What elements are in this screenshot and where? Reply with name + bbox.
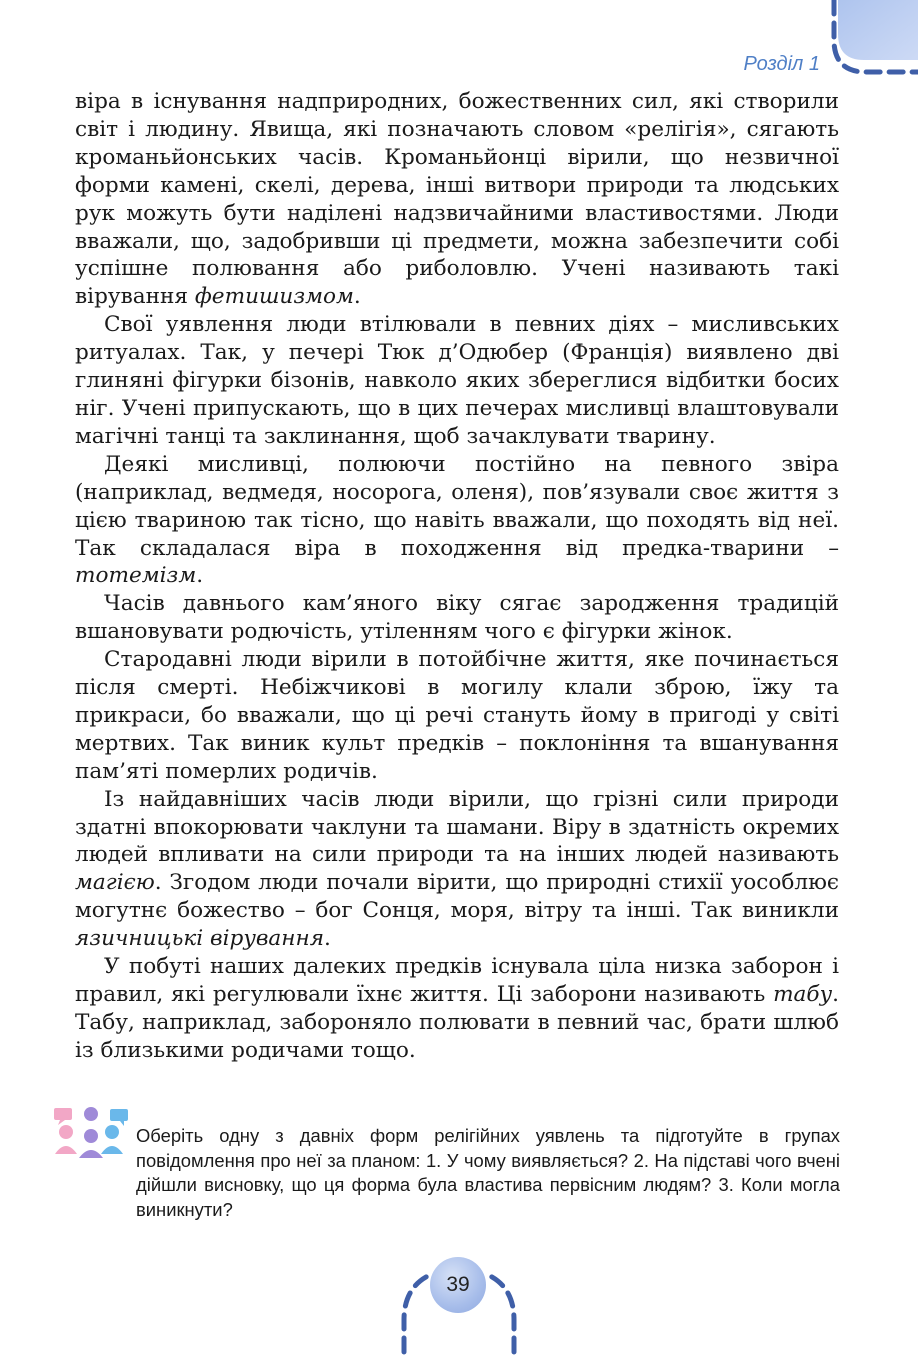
paragraph: [75, 786, 839, 953]
text-run: .: [324, 926, 331, 952]
italic-term: табу: [773, 982, 833, 1007]
page-number: 39: [430, 1257, 486, 1313]
text-run: Стародавні люди вірили в потойбічне життя, яке починається після смерті. Небіжчикові в могилу клали зброю, їжу та прикраси, бо вважали, що ці речі стануть йому в пригоді у світі мертвих. Так виник культ предків – поклоніння та вшанування пам’яті померлих родичів.: [75, 647, 839, 784]
text-run: .: [196, 563, 204, 589]
corner-tab-decoration: [830, 0, 918, 80]
text-run: Свої уявлення люди втілювали в певних діях – мисливських ритуалах. Так, у печері Тюк д’Одюбер (Франція) виявлено дві глиняні фігурки бізонів, навколо яких збереглися відбитки босих ніг. Учені припускають, що в цих печерах мисливці влаштовували магічні танці та заклинання, щоб зачаклувати тварину.: [75, 312, 839, 449]
text-run: Часів давнього кам’яного віку сягає зародження традицій вшановувати родючість, утіленням чого є фігурки жінок.: [75, 591, 839, 645]
paragraph: [75, 311, 839, 451]
body-text: [75, 88, 839, 1065]
section-label: Розділ 1: [743, 53, 820, 75]
italic-term: магією: [75, 870, 155, 896]
italic-term: тотемізм: [75, 563, 197, 589]
paragraph: [75, 590, 839, 646]
text-run: Деякі мисливці, полюючи постійно на певного звіра (наприклад, ведмедя, носорога, оленя), пов’язували своє життя з цією твариною так тісно, що навіть вважали, що походять від неї. Так складалася віра в походження від предка-тварини –: [75, 451, 839, 561]
text-run: віра в існування надприродних, божественних сил, які створили світ і людину. Явища, які позначають словом «релігія», сягають кроманьйонських часів. Кроманьйонці вірили, що незвичної форми камені, скелі, дерева, інші витвори природи та людських рук можуть бути наділені надзвичайними властивостями. Люди вважали, що, задобривши ці предмети, можна забезпечити собі успішне полювання або риболовлю. Учені називають такі вірування: [75, 89, 839, 310]
paragraph: [75, 646, 839, 786]
italic-term: язичницькі вірування: [75, 926, 325, 952]
text-run: . Табу, наприклад, забороняло полювати в певний час, брати шлюб із близькими родичами тощо.: [75, 982, 839, 1063]
text-run: . Згодом люди почали вірити, що природні стихії уособлює могутнє божество – бог Сонця, моря, вітру та інші. Так виникли: [75, 870, 839, 924]
paragraph: [75, 953, 839, 1065]
paragraph: [75, 88, 839, 311]
text-run: У побуті наших далеких предків існувала ціла низка заборон і правил, які регулювали їхнє життя. Ці заборони називають: [75, 954, 839, 1007]
task-instructions: Оберіть одну з давніх форм релігійних уявлень та підготуйте в групах повідомлення про неї за планом: 1. У чому виявляється? 2. На підставі чого вчені дійшли висновку, що ця форма була властива первісним людям? 3. Коли могла виникнути?: [136, 1125, 840, 1220]
group-work-icon: [52, 1106, 132, 1162]
text-run: Із найдавніших часів люди вірили, що грізні сили природи здатні впокорювати чаклуни та шамани. Віру в здатність окремих людей впливати на сили природи та на інших людей називають: [75, 786, 839, 868]
text-run: .: [353, 284, 361, 310]
paragraph: [75, 451, 839, 591]
italic-term: фетишизмом: [194, 284, 354, 310]
